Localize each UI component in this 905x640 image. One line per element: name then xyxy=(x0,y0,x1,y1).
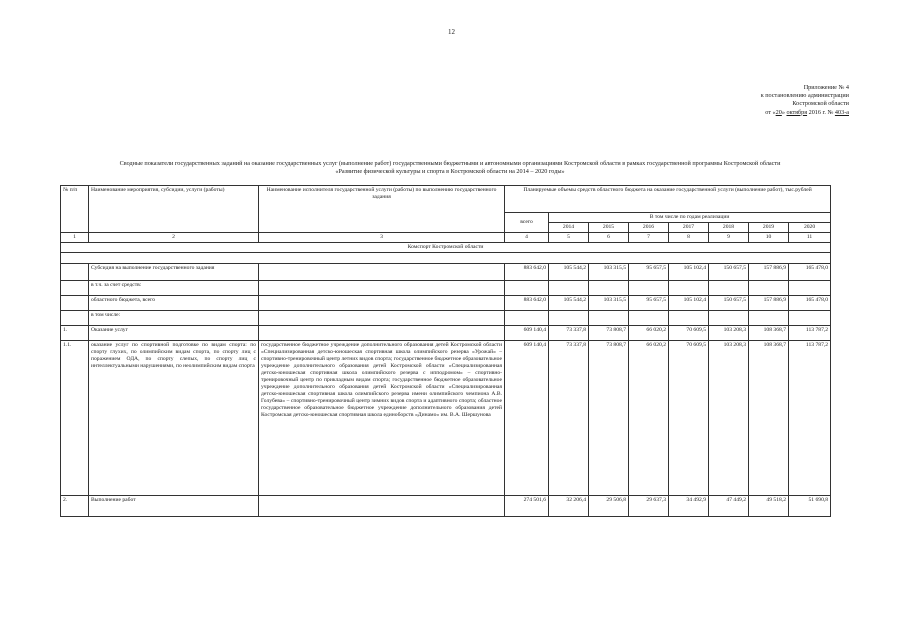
row-number: 2. xyxy=(61,496,89,517)
row-value: 103 315,5 xyxy=(589,296,629,311)
table-row xyxy=(61,296,831,311)
row-value: 73 337,8 xyxy=(549,326,589,341)
document-title-line-2: «Развитие физической культуры и спорта в Костромской области на 2014 – 2020 годы» xyxy=(335,168,565,175)
indicators-table xyxy=(60,185,831,517)
row-value xyxy=(629,281,669,296)
column-number: 7 xyxy=(629,233,669,243)
row-value: 103 315,5 xyxy=(589,264,629,281)
row-executor xyxy=(259,296,505,311)
appendix-doc-number: 403-а xyxy=(834,108,849,116)
column-number: 11 xyxy=(789,233,831,243)
row-value: 51 690,8 xyxy=(789,496,831,517)
row-value: 113 787,2 xyxy=(789,341,831,496)
column-number: 2 xyxy=(89,233,259,243)
row-executor: государственное бюджетное учреждение дополнительного образования детей Костромской области «Специализированная детско-юношеская спортивная школа олимпийского резерва «Урожай» – спортивно-тренировочный центр летних видов спорта; государственное бюджетное образовательное учреждение дополнительного образования детей Костромской области «Специализированная детско-юношеская спортивная школа олимпийского резерва с ипподромом» – спортивно-тренировочный центр по прикладным видам спорта; государственное бюджетное образовательное учреждение дополнительного образования детей Костромской области «Специализированная детско-юношеская спортивная школа олимпийского резерва имени олимпийского чемпиона А.В. Голубева» – спортивно-тренировочный центр зимних видов спорта и адаптивного спорта; областное государственное образовательное бюджетное учреждение дополнительного образования детей Костромская детско-юношеская спортивная школа единоборств «Динамо» им. В.А. Шершунова xyxy=(259,341,505,496)
row-value: 108 368,7 xyxy=(749,326,789,341)
row-value: 105 102,4 xyxy=(669,296,709,311)
header-year: 2018 xyxy=(709,223,749,233)
row-number: 1.1. xyxy=(61,341,89,496)
row-value xyxy=(669,311,709,326)
row-value: 29 506,8 xyxy=(589,496,629,517)
appendix-block xyxy=(609,84,849,117)
spacer-row xyxy=(61,253,831,264)
row-value xyxy=(789,311,831,326)
appendix-line-1: Приложение № 4 xyxy=(803,84,849,91)
row-value: 34 492,9 xyxy=(669,496,709,517)
row-value xyxy=(589,311,629,326)
table-row xyxy=(61,264,831,281)
row-executor xyxy=(259,326,505,341)
header-num: № п/п xyxy=(61,186,89,233)
row-value: 70 609,5 xyxy=(669,341,709,496)
row-value: 609 140,4 xyxy=(505,326,549,341)
row-value: 150 657,5 xyxy=(709,296,749,311)
section-title: Комспорт Костромской области xyxy=(61,243,831,253)
row-value: 95 657,5 xyxy=(629,296,669,311)
appendix-line-2: к постановлению администрации xyxy=(760,92,849,100)
row-value: 32 206,4 xyxy=(549,496,589,517)
column-number: 4 xyxy=(505,233,549,243)
row-value: 157 886,9 xyxy=(749,296,789,311)
row-value: 150 657,5 xyxy=(709,264,749,281)
row-value: 113 787,2 xyxy=(789,326,831,341)
column-number: 8 xyxy=(669,233,709,243)
header-executor: Наименование исполнителя государственной услуги (работы) по выполнению государственного задания xyxy=(259,186,505,233)
row-value: 47 449,2 xyxy=(709,496,749,517)
row-name: Оказание услуг xyxy=(89,326,259,341)
table-body xyxy=(61,186,831,517)
row-name: областного бюджета, всего xyxy=(89,296,259,311)
header-year: 2017 xyxy=(669,223,709,233)
row-name: в т.ч. за счет средств: xyxy=(89,281,259,296)
section-row xyxy=(61,243,831,253)
row-value: 29 637,3 xyxy=(629,496,669,517)
row-value: 883 642,0 xyxy=(505,296,549,311)
row-value: 883 642,0 xyxy=(505,264,549,281)
row-value: 49 518,2 xyxy=(749,496,789,517)
column-number: 5 xyxy=(549,233,589,243)
spacer-cell xyxy=(61,253,831,264)
row-value: 103 208,3 xyxy=(709,326,749,341)
table-row xyxy=(61,326,831,341)
header-row-col-numbers xyxy=(61,233,831,243)
document-title xyxy=(60,160,840,176)
row-value: 73 808,7 xyxy=(589,341,629,496)
row-value xyxy=(749,281,789,296)
row-value xyxy=(505,281,549,296)
header-year: 2020 xyxy=(789,223,831,233)
row-value xyxy=(505,311,549,326)
header-year: 2014 xyxy=(549,223,589,233)
appendix-line-4 xyxy=(609,109,849,117)
row-number xyxy=(61,311,89,326)
header-name: Наименование мероприятия, субсидии, услуги (работы) xyxy=(89,186,259,233)
header-volumes: Планируемые объемы средств областного бюджета на оказание государственной услуги (выполнение работ), тыс.рублей xyxy=(505,186,831,213)
row-value xyxy=(749,311,789,326)
row-value: 609 140,4 xyxy=(505,341,549,496)
header-year: 2019 xyxy=(749,223,789,233)
appendix-date-year: 2016 г. № xyxy=(807,108,835,116)
row-value: 157 886,9 xyxy=(749,264,789,281)
table-row xyxy=(61,311,831,326)
header-by-years: В том числе по годам реализации xyxy=(549,213,831,223)
row-name: Выполнение работ xyxy=(89,496,259,517)
row-value: 105 102,4 xyxy=(669,264,709,281)
row-value xyxy=(549,281,589,296)
row-value: 274 501,6 xyxy=(505,496,549,517)
row-value: 95 657,5 xyxy=(629,264,669,281)
row-number: 1. xyxy=(61,326,89,341)
row-value xyxy=(709,281,749,296)
appendix-date-mid: » xyxy=(781,108,787,116)
row-value xyxy=(669,281,709,296)
table-row xyxy=(61,281,831,296)
header-year: 2015 xyxy=(589,223,629,233)
column-number: 9 xyxy=(709,233,749,243)
row-executor xyxy=(259,281,505,296)
row-value: 66 020,2 xyxy=(629,326,669,341)
row-name: Субсидия на выполнение государственного задания xyxy=(89,264,259,281)
row-value xyxy=(549,311,589,326)
row-value: 105 544,2 xyxy=(549,264,589,281)
column-number: 1 xyxy=(61,233,89,243)
row-value xyxy=(709,311,749,326)
appendix-line-3: Костромской области xyxy=(792,100,849,108)
row-name: оказание услуг по спортивной подготовке по видам спорта: по спорту глухих, по олимпийским видам спорта, по спорту лиц с поражением ОДА, по спорту слепых, по спорту лиц с интеллектуальными нарушениями, по неолимпийским видам спорта xyxy=(89,341,259,496)
column-number: 6 xyxy=(589,233,629,243)
row-value xyxy=(789,281,831,296)
appendix-date-day: 20 xyxy=(775,108,782,116)
row-executor xyxy=(259,264,505,281)
appendix-date-prefix: от « xyxy=(765,108,776,116)
row-value: 73 808,7 xyxy=(589,326,629,341)
column-number: 3 xyxy=(259,233,505,243)
row-name: в том числе: xyxy=(89,311,259,326)
row-value: 66 020,2 xyxy=(629,341,669,496)
table-row xyxy=(61,496,831,517)
header-year: 2016 xyxy=(629,223,669,233)
row-executor xyxy=(259,496,505,517)
row-executor xyxy=(259,311,505,326)
row-value: 70 609,5 xyxy=(669,326,709,341)
row-value: 165 478,0 xyxy=(789,296,831,311)
row-value xyxy=(589,281,629,296)
document-title-line-1: Сводные показатели государственных заданий на оказание государственных услуг (выполнение работ) государственными бюджетными и автономными организациями Костромской области в рамках государственной программы Костромской области xyxy=(119,160,781,167)
row-value: 105 544,2 xyxy=(549,296,589,311)
table-row xyxy=(61,341,831,496)
row-number xyxy=(61,281,89,296)
row-number xyxy=(61,264,89,281)
row-value: 165 478,0 xyxy=(789,264,831,281)
row-value xyxy=(629,311,669,326)
appendix-date-month: октября xyxy=(786,108,808,116)
header-total: всего xyxy=(505,213,549,233)
page-number: 12 xyxy=(448,28,455,36)
row-value: 103 208,3 xyxy=(709,341,749,496)
row-value: 73 337,8 xyxy=(549,341,589,496)
column-number: 10 xyxy=(749,233,789,243)
row-number xyxy=(61,296,89,311)
row-value: 108 368,7 xyxy=(749,341,789,496)
header-row-1 xyxy=(61,186,831,213)
